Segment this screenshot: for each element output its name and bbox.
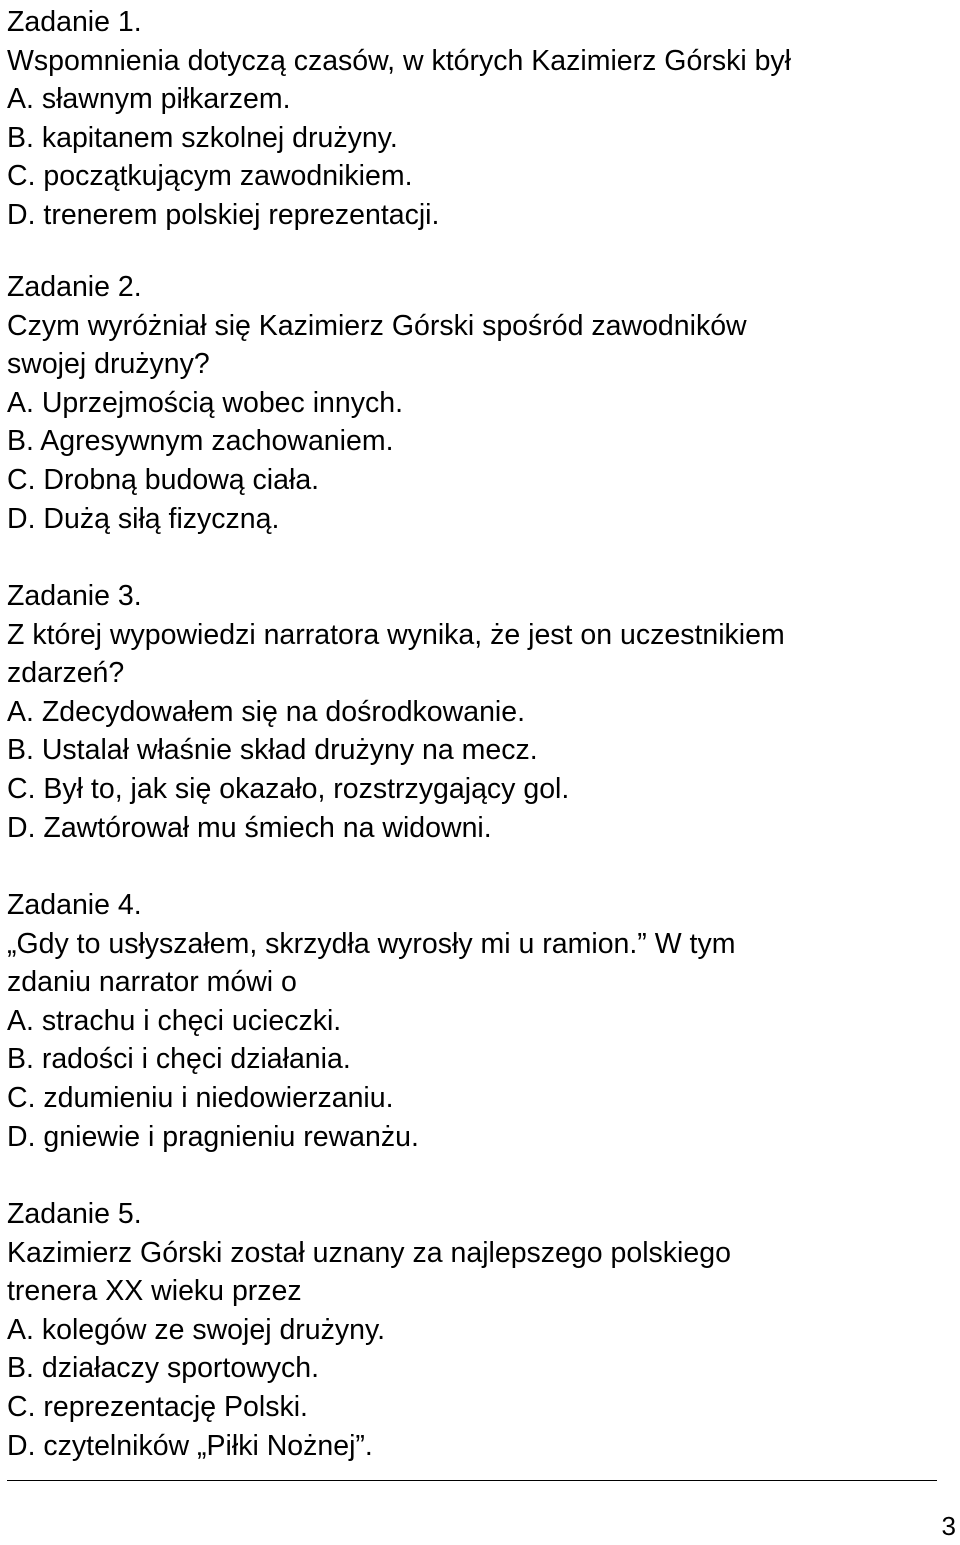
answer-option-a: A. sławnym piłkarzem. <box>7 83 291 116</box>
task-heading: Zadanie 5. <box>7 1198 142 1230</box>
footer-divider <box>7 1480 937 1481</box>
answer-option-d: D. czytelników „Piłki Nożnej”. <box>7 1429 373 1462</box>
task-question-line-2: zdaniu narrator mówi o <box>7 966 297 999</box>
answer-option-c: C. Był to, jak się okazało, rozstrzygający gol. <box>7 772 570 805</box>
task-3 <box>7 577 952 847</box>
task-4 <box>7 886 952 1156</box>
answer-option-a: A. Zdecydowałem się na dośrodkowanie. <box>7 695 526 728</box>
task-2 <box>7 268 952 538</box>
answer-option-b: B. kapitanem szkolnej drużyny. <box>7 121 398 154</box>
answer-option-c: C. Drobną budową ciała. <box>7 463 320 496</box>
answer-option-b: B. radości i chęci działania. <box>7 1043 351 1076</box>
answer-option-b: B. Agresywnym zachowaniem. <box>7 425 394 458</box>
answer-option-d: D. gniewie i pragnieniu rewanżu. <box>7 1120 419 1153</box>
task-question: Wspomnienia dotyczą czasów, w których Kazimierz Górski był <box>7 44 792 77</box>
answer-option-a: A. Uprzejmością wobec innych. <box>7 386 403 419</box>
task-question-line-1: „Gdy to usłyszałem, skrzydła wyrosły mi u ramion.” W tym <box>7 927 736 960</box>
task-question-line-1: Czym wyróżniał się Kazimierz Górski spośród zawodników <box>7 309 747 342</box>
answer-option-c: C. reprezentację Polski. <box>7 1390 308 1423</box>
task-heading: Zadanie 1. <box>7 6 142 38</box>
answer-option-d: D. trenerem polskiej reprezentacji. <box>7 198 440 231</box>
task-question-line-1: Kazimierz Górski został uznany za najlepszego polskiego <box>7 1236 731 1269</box>
task-heading: Zadanie 3. <box>7 580 142 612</box>
task-heading: Zadanie 2. <box>7 271 142 303</box>
task-5 <box>7 1195 952 1465</box>
answer-option-c: C. zdumieniu i niedowierzaniu. <box>7 1081 394 1114</box>
task-1 <box>7 3 952 235</box>
answer-option-c: C. początkującym zawodnikiem. <box>7 160 413 193</box>
answer-option-d: D. Dużą siłą fizyczną. <box>7 502 280 535</box>
task-question-line-2: swojej drużyny? <box>7 348 210 381</box>
page-number: 3 <box>941 1511 956 1541</box>
task-question-line-1: Z której wypowiedzi narratora wynika, że jest on uczestnikiem <box>7 618 785 651</box>
task-question-line-2: zdarzeń? <box>7 657 125 690</box>
answer-option-a: A. strachu i chęci ucieczki. <box>7 1004 342 1037</box>
answer-option-d: D. Zawtórował mu śmiech na widowni. <box>7 811 492 844</box>
task-question-line-2: trenera XX wieku przez <box>7 1275 302 1308</box>
task-heading: Zadanie 4. <box>7 889 142 921</box>
answer-option-b: B. działaczy sportowych. <box>7 1352 320 1385</box>
answer-option-a: A. kolegów ze swojej drużyny. <box>7 1313 386 1346</box>
answer-option-b: B. Ustalał właśnie skład drużyny na mecz. <box>7 734 538 767</box>
